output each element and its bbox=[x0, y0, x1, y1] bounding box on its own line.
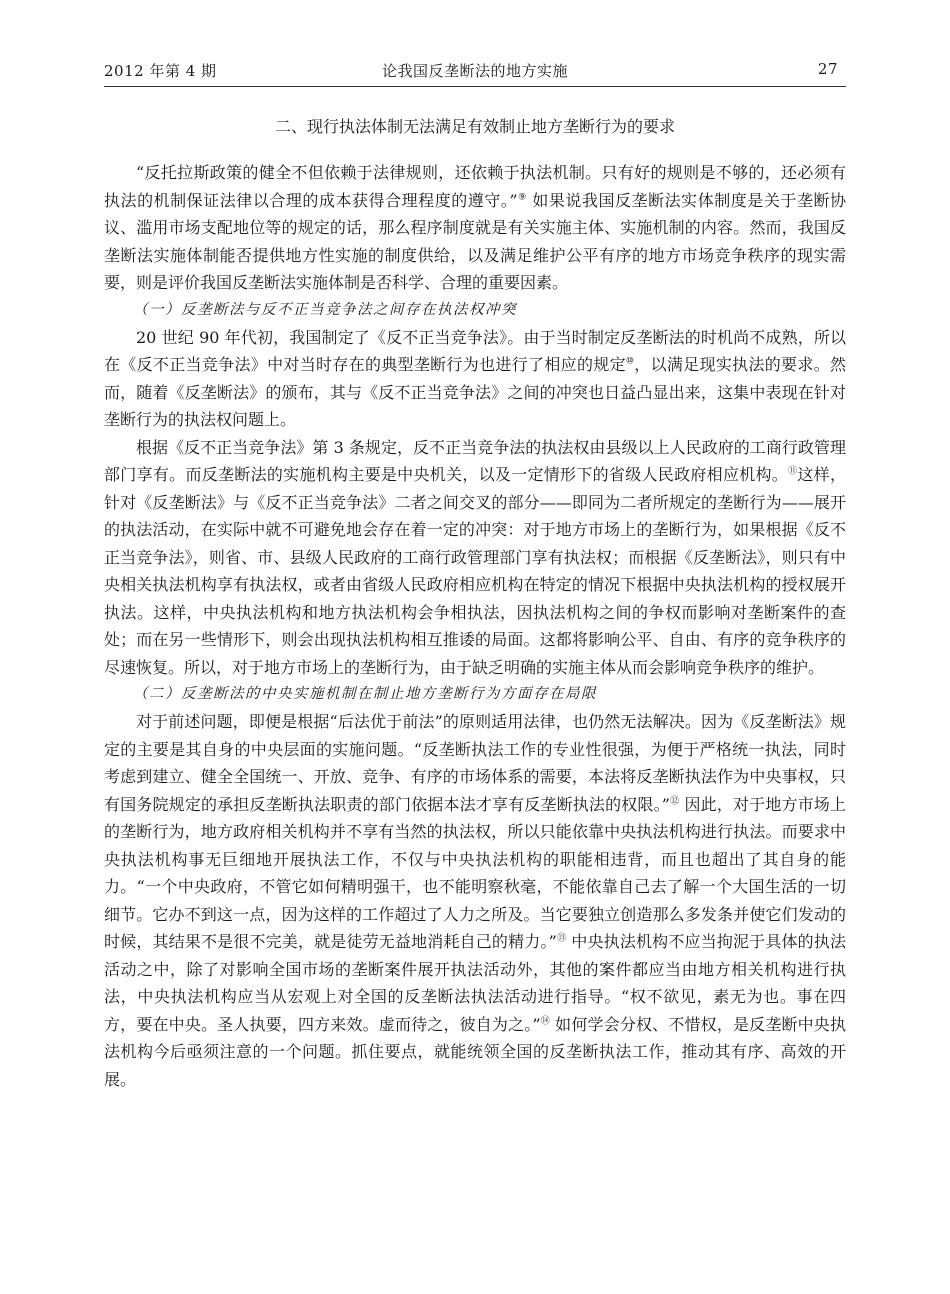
paragraph-text: 这样，针对《反垄断法》与《反不正当竞争法》二者之间交叉的部分——即同为二者所规定的垄断行为——展开的执法活动，在实际中就不可避免地会存在着一定的冲突：对于地方市场上的垄断行为，如果根据《反不正当竞争法》，则省、市、县级人民政府的工商行政管理部门享有执法权；而根据《反垄断法》，则只有中央相关执法机构享有执法权，或者由省级人民政府相应机构在特定的情况下根据中央执法机构的授权展开执法。这样，中央执法机构和地方执法机构会争相执法，因执法机构之间的争权而影响对垄断案件的查处；而在另一些情形下，则会出现执法机构相互推诿的局面。这都将影响公平、自由、有序的竞争秩序的尽速恢复。所以，对于地方市场上的垄断行为，由于缺乏明确的实施主体从而会影响竞争秩序的维护。 bbox=[104, 465, 846, 677]
footnote-ref[interactable]: ⑪ bbox=[788, 466, 798, 477]
footnote-ref[interactable]: ⑨ bbox=[517, 192, 527, 203]
paragraph-text: 20 世纪 90 年代初，我国制定了《反不正当竞争法》。由于当时制定反垄断法的时机尚不成熟，所以在《反不正当竞争法》中对当时存在的典型垄断行为也进行了相应的规定 bbox=[104, 327, 846, 374]
running-header bbox=[104, 58, 846, 87]
paragraph-text: 中央执法机构不应当拘泥于具体的执法活动之中，除了对影响全国市场的垄断案件展开执法活动外，其他的案件都应当由地方相关机构进行执法，中央执法机构应当从宏观上对全国的反垄断法执法活动进行指导。“权不欲见，素无为也。事在四方，要在中央。圣人执要，四方来效。虚而待之，彼自为之。” bbox=[104, 932, 846, 1034]
section-title: 二、现行执法体制无法满足有效制止地方垄断行为的要求 bbox=[274, 117, 675, 136]
footnote-ref[interactable]: ⑫ bbox=[669, 796, 680, 807]
paragraph-text: 对于前述问题，即便是根据“后法优于前法”的原则适用法律，也仍然无法解决。因为《反垄断法》规定的主要是其自身的中央层面的实施问题。“反垄断执法工作的专业性很强，为便于严格统一执法，同时考虑到建立、健全全国统一、开放、竞争、有序的市场体系的需要，本法将反垄断执法作为中央事权，只有国务院规定的承担反垄断执法职责的部门依据本法才享有反垄断执法的权限。” bbox=[104, 712, 846, 814]
article-body bbox=[104, 114, 846, 1093]
paragraph-2 bbox=[104, 324, 846, 434]
journal-issue: 2012 年第 4 期 bbox=[104, 62, 217, 80]
paragraph-text: 如果说我国反垄断法实体制度是关于垄断协议、滥用市场支配地位等的规定的话，那么程序制度就是有关实施主体、实施机制的内容。然而，我国反垄断法实施体制能否提供地方性实施的制度供给，以及满足维护公平有序的地方市场竞争秩序的现实需要，则是评价我国反垄断法实施体制是否科学、合理的重要因素。 bbox=[104, 190, 846, 292]
paragraph-3 bbox=[104, 434, 846, 682]
footnote-ref[interactable]: ⑩ bbox=[625, 356, 635, 367]
subheading-2: （二）反垄断法的中央实施机制在制止地方垄断行为方面存在局限 bbox=[133, 686, 597, 702]
paragraph-text: “反托拉斯政策的健全不但依赖于法律规则，还依赖于执法机制。只有好的规则是不够的，还必须有执法的机制保证法律以合理的成本获得合理程度的遵守。” bbox=[104, 163, 846, 210]
paragraph-4 bbox=[104, 708, 846, 1093]
subheading-1: （一）反垄断法与反不正当竞争法之间存在执法权冲突 bbox=[133, 301, 517, 318]
running-title: 论我国反垄断法的地方实施 bbox=[381, 62, 568, 80]
paragraph-text: 根据《反不正当竞争法》第 3 条规定，反不正当竞争法的执法权由县级以上人民政府的工商行政管理部门享有。而反垄断法的实施机构主要是中央机关，以及一定情形下的省级人民政府相应机构。 bbox=[104, 437, 846, 484]
paragraph-text: 如何学会分权、不惜权，是反垄断中央执法机构今后亟须注意的一个问题。抓住要点，就能统领全国的反垄断执法工作，推动其有序、高效的开展。 bbox=[104, 1014, 846, 1089]
paragraph-1 bbox=[104, 159, 846, 297]
paragraph-text: ，以满足现实执法的要求。然而，随着《反垄断法》的颁布，其与《反不正当竞争法》之间的冲突也日益凸显出来，这集中表现在针对垄断行为的执法权问题上。 bbox=[104, 355, 846, 429]
page-number: 27 bbox=[817, 60, 838, 78]
footnote-ref[interactable]: ⑬ bbox=[556, 933, 567, 944]
footnote-ref[interactable]: ⑭ bbox=[540, 1016, 550, 1027]
paragraph-text: 因此，对于地方市场上的垄断行为，地方政府相关机构并不享有当然的执法权，所以只能依靠中央执法机构进行执法。而要求中央执法机构事无巨细地开展执法工作，不仅与中央执法机构的职能相违背，而且也超出了其自身的能力。“一个中央政府，不管它如何精明强干，也不能明察秋毫，不能依靠自己去了解一个大国生活的一切细节。它办不到这一点，因为这样的工作超过了人力之所及。当它要独立创造那么多发条并使它们发动的时候，其结果不是很不完美，就是徒劳无益地消耗自己的精力。” bbox=[104, 794, 846, 951]
